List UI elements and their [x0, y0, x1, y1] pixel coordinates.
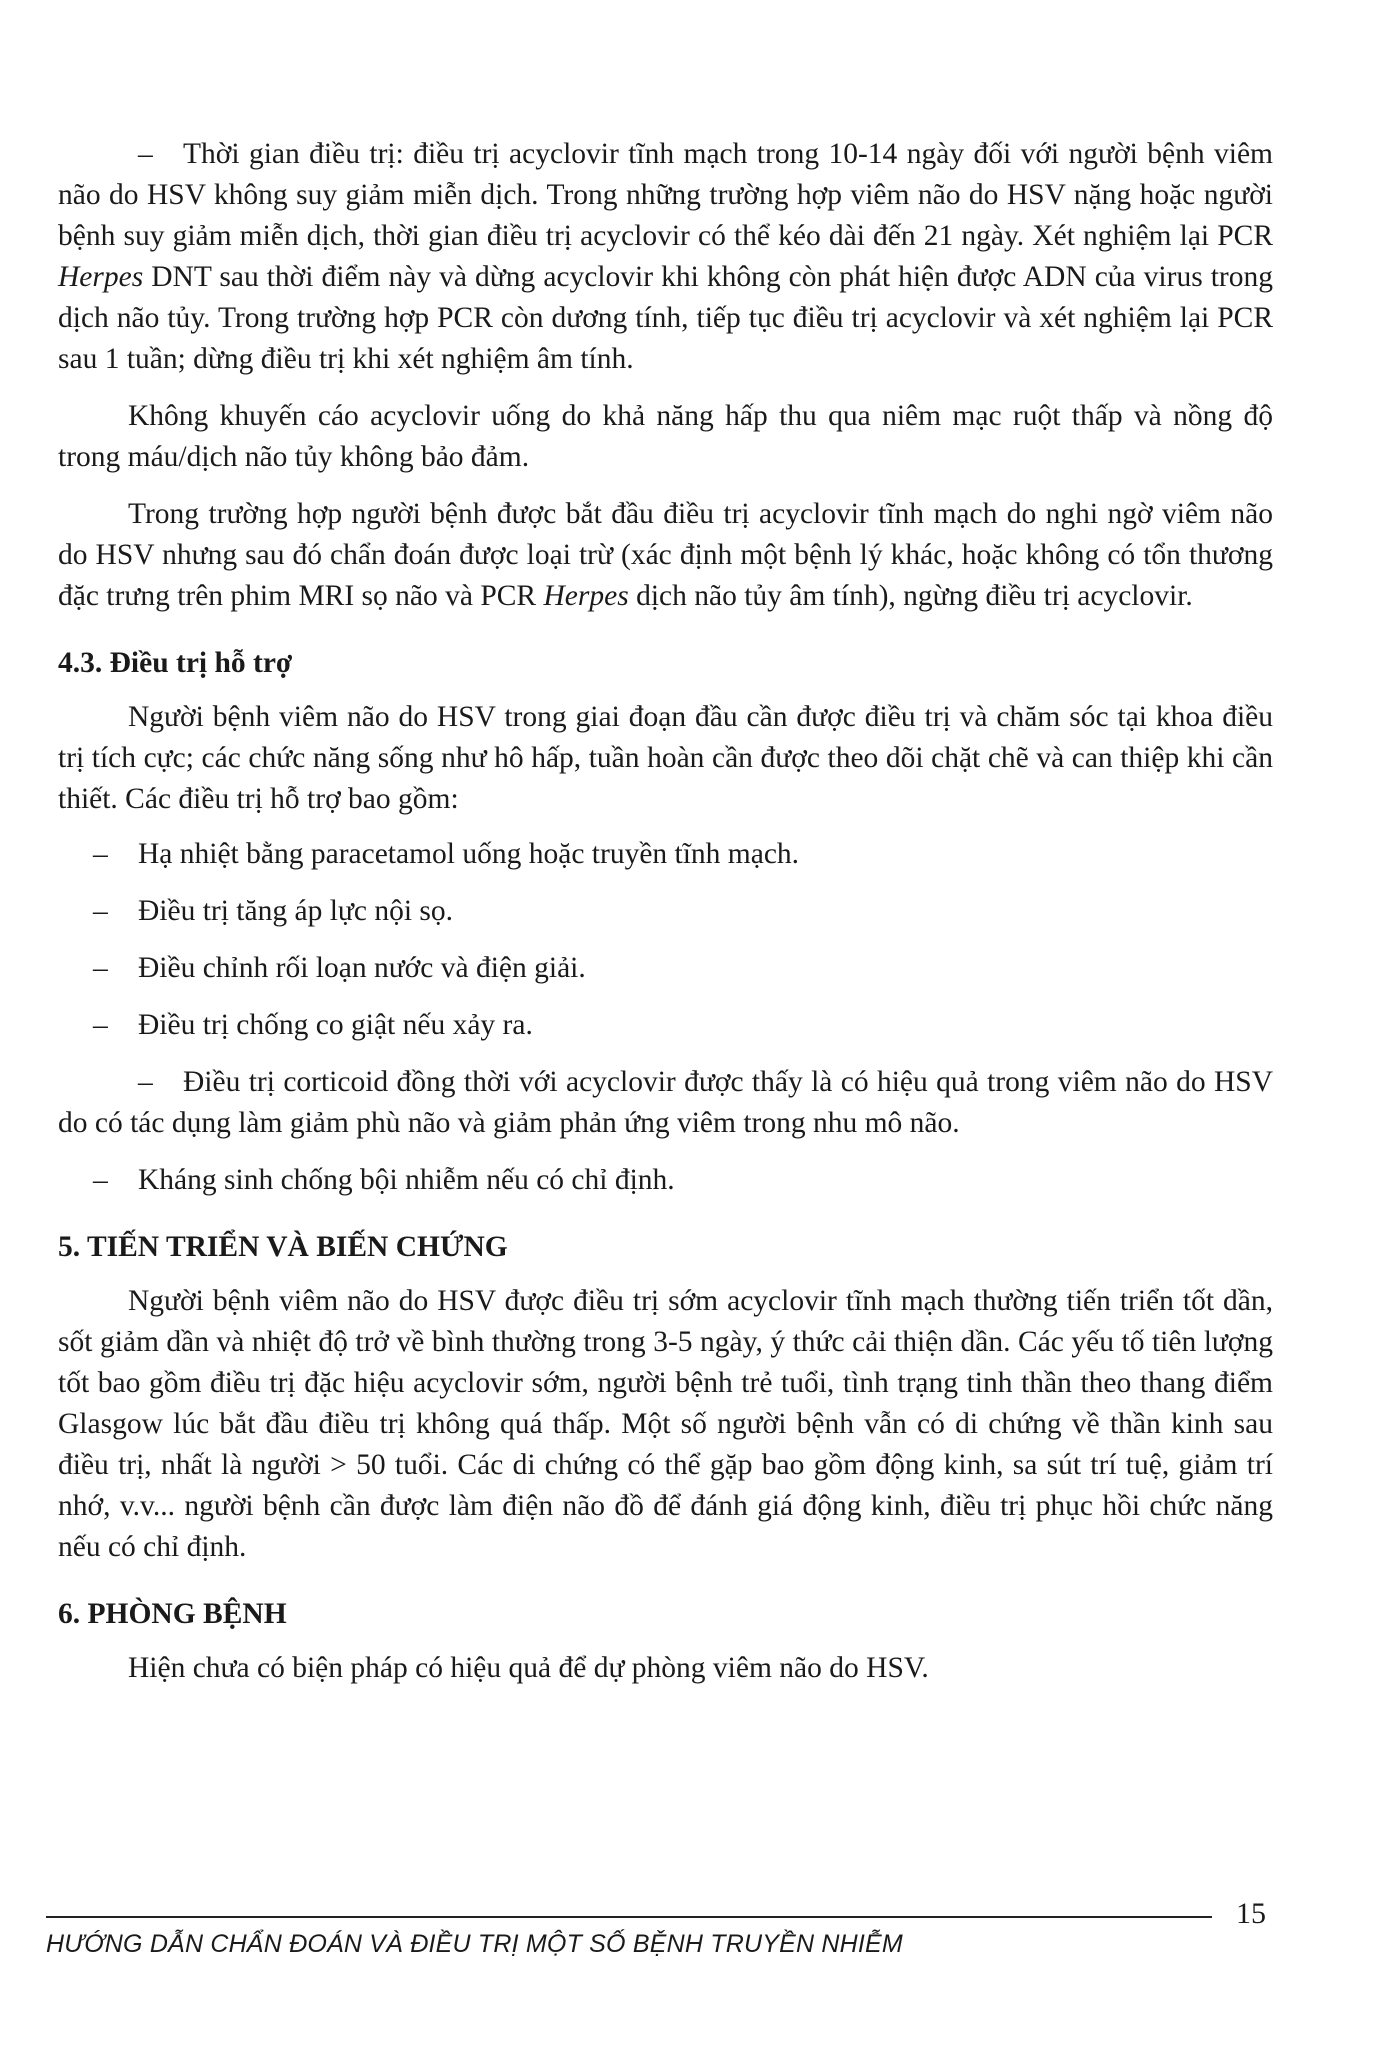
section-6-body: Hiện chưa có biện pháp có hiệu quả để dự phòng viêm não do HSV. — [128, 1652, 929, 1684]
list-item-text: Điều trị chống co giật nếu xảy ra. — [138, 1009, 533, 1041]
list-item — [58, 891, 1273, 932]
paragraph-text-continued: dịch não tủy âm tính), ngừng điều trị acyclovir. — [628, 580, 1193, 612]
paragraph-oral-not-recommended: Không khuyến cáo acyclovir uống do khả năng hấp thu qua niêm mạc ruột thấp và nồng độ trong máu/dịch não tủy không bảo đảm. — [58, 400, 1273, 473]
list-item-text: Điều trị tăng áp lực nội sọ. — [138, 895, 454, 927]
dash-marker: – — [93, 838, 108, 870]
paragraph-stop-acyclovir — [58, 494, 1273, 617]
section-4-3-intro: Người bệnh viêm não do HSV trong giai đoạn đầu cần được điều trị và chăm sóc tại khoa điều trị tích cực; các chức năng sống như hô hấp, tuần hoàn cần được theo dõi chặt chẽ và can thiệp khi cần thiết. Các điều trị hỗ trợ bao gồm: — [58, 701, 1273, 815]
section-heading-6: 6. PHÒNG BỆNH — [58, 1598, 287, 1630]
dash-marker: – — [138, 1066, 153, 1098]
section-5-body: Người bệnh viêm não do HSV được điều trị sớm acyclovir tĩnh mạch thường tiến triển tốt dần, sốt giảm dần và nhiệt độ trở về bình thường trong 3-5 ngày, ý thức cải thiện dần. Các yếu tố tiên lượng tốt bao gồm điều trị đặc hiệu acyclovir sớm, người bệnh trẻ tuổi, tình trạng tinh thần theo thang điểm Glasgow lúc bắt đầu điều trị không quá thấp. Một số người bệnh vẫn có di chứng về thần kinh sau điều trị, nhất là người > 50 tuổi. Các di chứng có thể gặp bao gồm động kinh, sa sút trí tuệ, giảm trí nhớ, v.v... người bệnh cần được làm điện não đồ để đánh giá động kinh, điều trị phục hồi chức năng nếu có chỉ định. — [58, 1285, 1273, 1563]
list-item-text: Điều chỉnh rối loạn nước và điện giải. — [138, 952, 586, 984]
italic-term: Herpes — [58, 261, 144, 293]
section-heading-5: 5. TIẾN TRIỂN VÀ BIẾN CHỨNG — [58, 1231, 508, 1263]
list-item — [58, 1160, 1273, 1201]
paragraph-text-continued: DNT sau thời điểm này và dừng acyclovir khi không còn phát hiện được ADN của virus trong dịch não tủy. Trong trường hợp PCR còn dương tính, tiếp tục điều trị acyclovir và xét nghiệm lại PCR sau 1 tuần; dừng điều trị khi xét nghiệm âm tính. — [58, 261, 1273, 375]
paragraph-text: Trong trường hợp người bệnh được bắt đầu điều trị acyclovir tĩnh mạch do nghi ngờ viêm não do HSV nhưng sau đó chẩn đoán được loại trừ (xác định một bệnh lý khác, hoặc không có tổn thương đặc trưng trên phim MRI sọ não và PCR — [58, 498, 1273, 612]
paragraph-text: Thời gian điều trị: điều trị acyclovir tĩnh mạch trong 10-14 ngày đối với người bệnh viêm não do HSV không suy giảm miễn dịch. Trong những trường hợp viêm não do HSV nặng hoặc người bệnh suy giảm miễn dịch, thời gian điều trị acyclovir có thể kéo dài đến 21 ngày. Xét nghiệm lại PCR — [58, 138, 1273, 252]
dash-marker: – — [93, 895, 108, 927]
section-heading-4-3: 4.3. Điều trị hỗ trợ — [58, 647, 293, 679]
dash-marker: – — [138, 138, 153, 170]
italic-term: Herpes — [543, 580, 629, 612]
footer-title: HƯỚNG DẪN CHẨN ĐOÁN VÀ ĐIỀU TRỊ MỘT SỐ BỆNH TRUYỀN NHIỄM — [46, 1930, 903, 1958]
dash-marker: – — [93, 1164, 108, 1196]
list-item — [58, 1005, 1273, 1046]
paragraph-treatment-duration — [58, 134, 1273, 380]
list-item — [58, 948, 1273, 989]
list-item-text: Hạ nhiệt bằng paracetamol uống hoặc truyền tĩnh mạch. — [138, 838, 800, 870]
list-item-text: Kháng sinh chống bội nhiễm nếu có chỉ định. — [138, 1164, 675, 1196]
list-item — [58, 834, 1273, 875]
footer-divider — [46, 1916, 1212, 1918]
list-item — [58, 1062, 1273, 1144]
page-number: 15 — [1236, 1897, 1266, 1930]
dash-marker: – — [93, 1009, 108, 1041]
list-item-text: Điều trị corticoid đồng thời với acyclovir được thấy là có hiệu quả trong viêm não do HSV do có tác dụng làm giảm phù não và giảm phản ứng viêm trong nhu mô não. — [58, 1066, 1273, 1139]
dash-marker: – — [93, 952, 108, 984]
